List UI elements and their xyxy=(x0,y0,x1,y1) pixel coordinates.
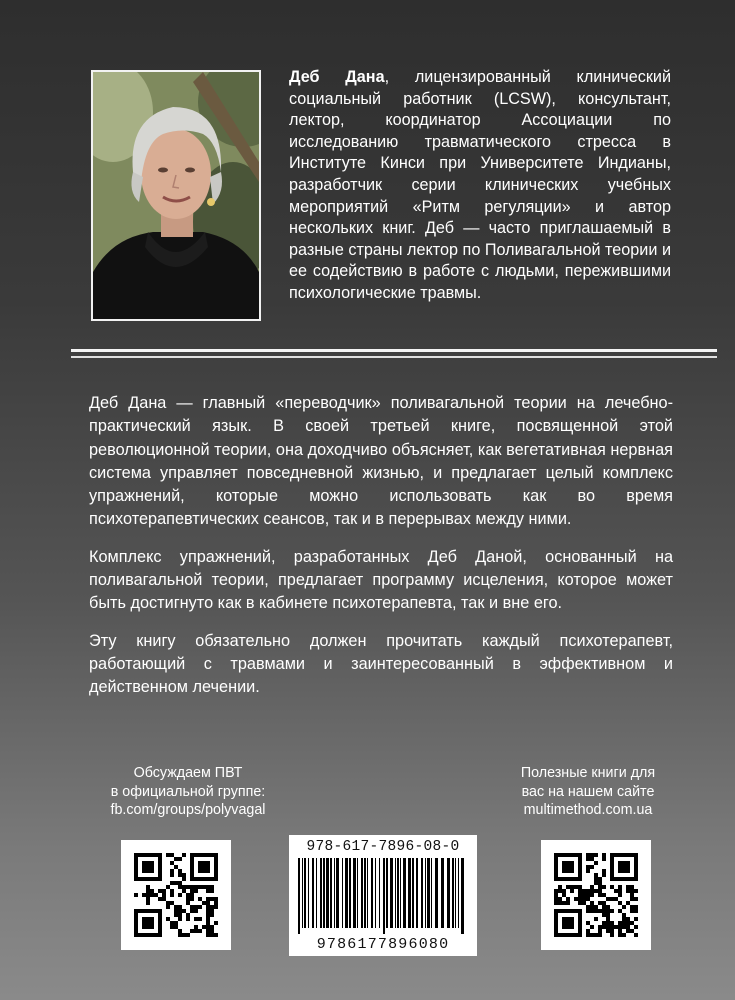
qr-code-icon xyxy=(554,853,638,937)
qr-code-facebook[interactable] xyxy=(121,840,231,950)
ean-number: 9786177896080 xyxy=(316,936,450,953)
description-paragraph-3: Эту книгу обязательно должен прочитать каждый психотерапевт, работающий с травмами и заинтересованный в эффективном и действенном лечении. xyxy=(89,631,673,697)
isbn-number: 978-617-7896-08-0 xyxy=(306,839,460,855)
author-photo xyxy=(91,70,261,321)
author-bio-text: , лицензированный клинический социальный работник (LCSW), консультант, лектор, координатор Ассоциации по исследованию травматического стресса в Институте Кинси при Университете Индианы, разработчик серии клинических учебных мероприятий «Ритм регуляции» и автор нескольких книг. Деб — часто приглашаемый в разные страны лектор по Поливагальной теории и ее содействию в работе с людьми, пережившими психологические травмы. xyxy=(289,68,671,302)
facebook-group-caption xyxy=(100,764,276,820)
website-caption xyxy=(505,764,671,820)
description-paragraph-1: Деб Дана — главный «переводчик» поливагальной теории на лечебно-практический язык. В своей третьей книге, посвященной этой революционной теории, она доходчиво объясняет, как вегетативная нервная система управляет повседневной жизнью, и предлагает целый комплекс упражнений, которые можно использовать как во время психотерапевтических сеансов, так и в перерывах между ними. xyxy=(89,394,673,529)
isbn-barcode xyxy=(289,835,477,956)
divider-thin xyxy=(71,356,717,358)
caption-line: вас на нашем сайте xyxy=(521,783,655,800)
author-name: Деб Дана xyxy=(289,68,385,86)
qr-code-website[interactable] xyxy=(541,840,651,950)
book-description xyxy=(89,392,673,714)
caption-line: Обсуждаем ПВТ xyxy=(133,765,243,781)
website-link[interactable]: multimethod.com.ua xyxy=(523,802,653,819)
caption-line: в официальной группе: xyxy=(110,783,266,800)
qr-code-icon xyxy=(134,853,218,937)
divider-thick xyxy=(71,349,717,352)
facebook-link[interactable]: fb.com/groups/polyvagal xyxy=(110,802,266,819)
description-paragraph-2: Комплекс упражнений, разработанных Деб Даной, основанный на поливагальной теории, предлагает программу исцеления, которое может быть достигнуто как в кабинете психотерапевта, так и вне его. xyxy=(89,547,673,613)
barcode-icon xyxy=(296,858,470,934)
caption-line: Полезные книги для xyxy=(520,765,656,781)
author-bio xyxy=(289,67,671,305)
